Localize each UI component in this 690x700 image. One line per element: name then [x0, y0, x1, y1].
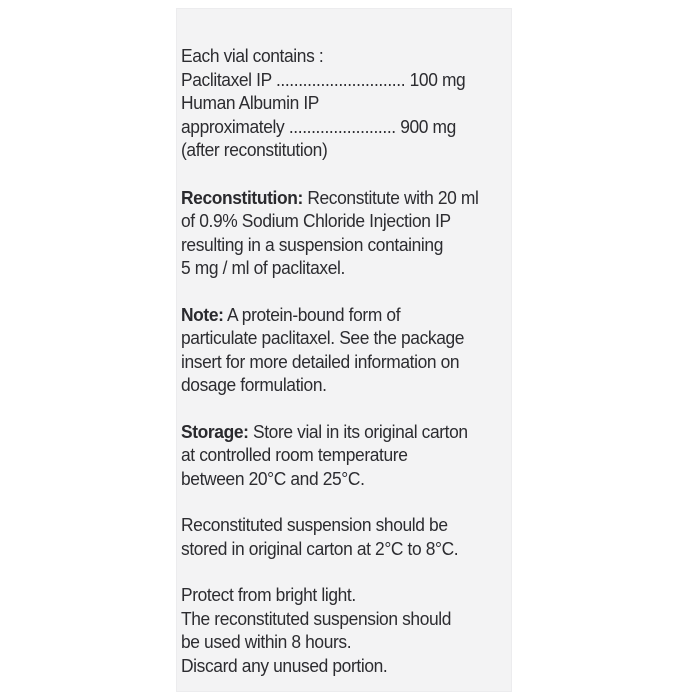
note-section: [181, 303, 512, 397]
label-text: [181, 44, 512, 692]
composition-note: (after reconstitution): [181, 139, 328, 160]
note-line-1: [181, 303, 512, 327]
reconstitution-text-1: Reconstitute with 20 ml: [302, 186, 479, 208]
storage-line-2: at controlled room temperature: [181, 444, 408, 465]
reconstituted-storage-section: [181, 513, 512, 560]
storage-line-3: between 20°C and 25°C.: [181, 467, 365, 489]
composition-section: [181, 44, 512, 162]
reconstitution-line-2: of 0.9% Sodium Chloride Injection IP: [181, 210, 451, 231]
note-line-4: dosage formulation.: [181, 374, 327, 395]
precautions-line-2: The reconstituted suspension should: [181, 607, 452, 629]
precautions-line-4: Discard any unused portion.: [181, 654, 388, 676]
reconstitution-line-1: [181, 186, 512, 210]
note-label: Note:: [181, 303, 224, 325]
reconstitution-label: Reconstitution:: [181, 186, 303, 208]
reconstituted-storage-line-2: stored in original carton at 2°C to 8°C.: [181, 537, 459, 559]
reconstitution-section: [181, 186, 512, 280]
composition-albumin-name: Human Albumin IP: [181, 92, 320, 113]
reconstitution-line-3: resulting in a suspension containing: [181, 233, 443, 255]
precautions-line-1: Protect from bright light.: [181, 584, 356, 605]
storage-text-1: Store vial in its original carton: [248, 420, 468, 442]
note-text-1: A protein-bound form of: [223, 303, 401, 325]
precautions-line-3: be used within 8 hours.: [181, 631, 352, 652]
reconstituted-storage-line-1: Reconstituted suspension should be: [181, 514, 448, 535]
composition-heading: Each vial contains :: [181, 45, 324, 66]
precautions-section: [181, 583, 512, 677]
carton-label: [176, 8, 512, 692]
storage-line-1: [181, 420, 512, 444]
composition-paclitaxel: Paclitaxel IP ............................. 100 mg: [181, 68, 466, 90]
note-line-2: particulate paclitaxel. See the package: [181, 327, 465, 348]
note-line-3: insert for more detailed information on: [181, 350, 460, 372]
storage-label: Storage:: [181, 420, 249, 442]
reconstitution-line-4: 5 mg / ml of paclitaxel.: [181, 257, 345, 278]
composition-albumin-amount: approximately ........................ 900 mg: [181, 115, 456, 137]
storage-section: [181, 420, 512, 491]
